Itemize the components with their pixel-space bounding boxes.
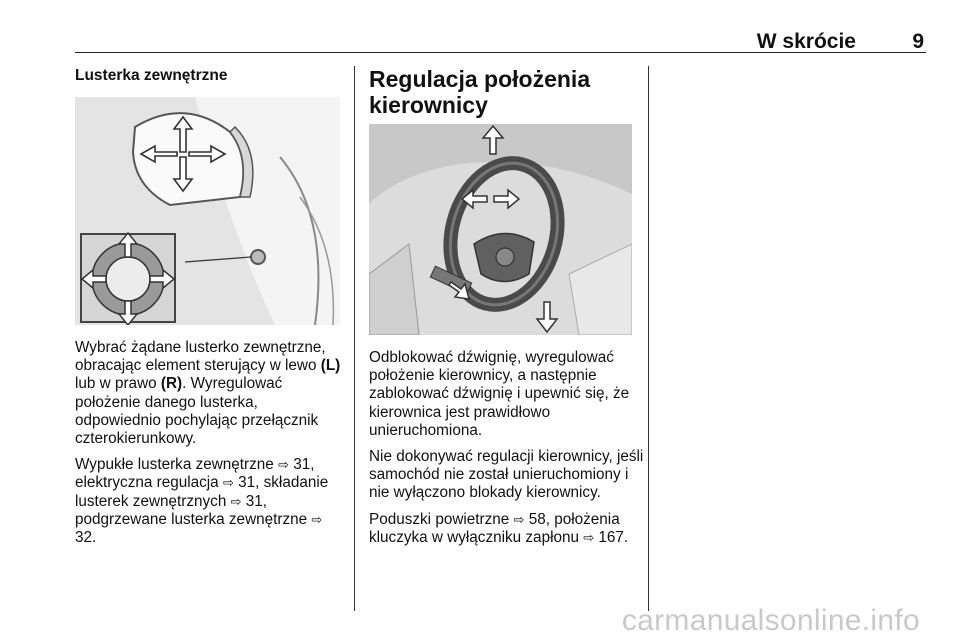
page-number: 9	[912, 30, 924, 53]
mirror-illustration	[75, 97, 340, 325]
steering-wheel-illustration	[369, 124, 632, 335]
page-header	[75, 30, 926, 53]
section-heading-mirrors: Lusterka zewnętrzne	[75, 67, 228, 84]
steering-paragraph-1: Odblokować dźwignię, wyregulować położenie kierownicy, a następnie zablokować dźwignię i upewnić się, że kierownica jest prawidłowo unieruchomiona.	[369, 349, 630, 439]
running-title: W skrócie	[756, 30, 856, 53]
steering-text	[369, 349, 644, 555]
arrow-reference-icon[interactable]: ⇨	[311, 511, 323, 527]
arrow-reference-icon[interactable]: ⇨	[230, 493, 242, 509]
steering-paragraph-2: Nie dokonywać regulacji kierownicy, jeśli samochód nie został unieruchomiony i nie wyłączono blokady kierownicy.	[369, 448, 644, 502]
mirror-section	[75, 66, 345, 86]
steering-section	[369, 66, 639, 118]
section-heading-steering: Regulacja położenia kierownicy	[369, 66, 591, 118]
column-divider	[648, 66, 649, 611]
mirror-paragraph-1: Wybrać żądane lusterko zewnętrzne, obracając element sterujący w lewo (L) lub w prawo (R). Wyregulować położenie danego lusterka, odpowiednio pochylając przełącznik czterokierunkowy.	[75, 339, 341, 448]
watermark: carmanualsonline.info	[621, 604, 920, 637]
arrow-reference-icon[interactable]: ⇨	[513, 511, 525, 527]
arrow-reference-icon[interactable]: ⇨	[583, 529, 595, 545]
mirror-text	[75, 339, 345, 555]
steering-paragraph-3: Poduszki powietrzne ⇨ 58, położenia kluczyka w wyłączniku zapłonu ⇨ 167.	[369, 510, 629, 546]
mirror-paragraph-2: Wypukłe lusterka zewnętrzne ⇨ 31, elektryczna regulacja ⇨ 31, składanie lusterek zewnętrznych ⇨ 31, podgrzewane lusterka zewnętrzne ⇨ 32.	[75, 456, 329, 547]
arrow-reference-icon[interactable]: ⇨	[222, 475, 234, 491]
arrow-reference-icon[interactable]: ⇨	[278, 457, 289, 473]
column-divider	[354, 66, 355, 611]
